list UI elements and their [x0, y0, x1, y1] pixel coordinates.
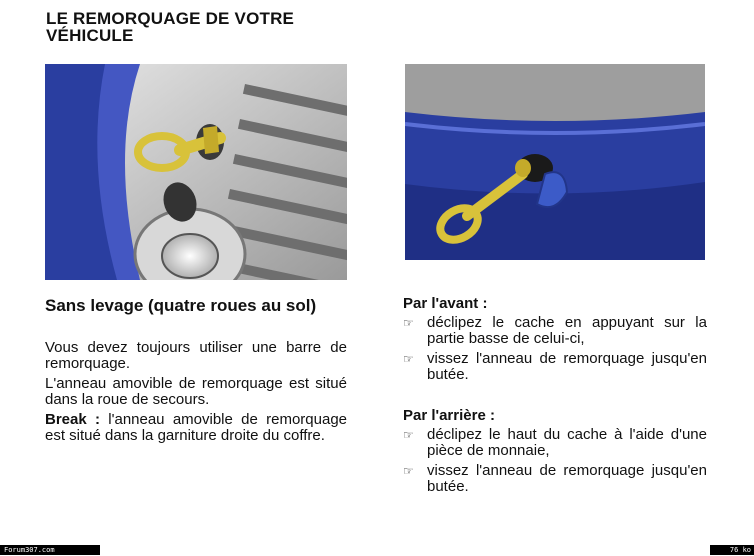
page-title-line1: LE REMORQUAGE DE VOTRE — [46, 9, 295, 28]
footer-size-label: 76 ko — [710, 545, 754, 555]
front-heading: Par l'avant : — [403, 295, 488, 312]
list-item-text: vissez l'anneau de remorquage jusqu'en butée. — [427, 462, 707, 495]
list-item — [403, 427, 707, 459]
pointing-hand-icon: ☞ — [403, 316, 414, 330]
rear-towing-eye-photo — [405, 64, 705, 260]
paragraph-ring-location: L'anneau amovible de remorquage est situé dans la roue de secours. — [45, 375, 347, 408]
list-item-text: déclipez le haut du cache à l'aide d'une pièce de monnaie, — [427, 426, 707, 459]
break-text: l'anneau amovible de remorquage est situé dans la garniture droite du coffre. — [45, 411, 347, 444]
list-item — [403, 463, 707, 495]
footer-site-label: Forum307.com — [0, 545, 100, 555]
pointing-hand-icon: ☞ — [403, 428, 414, 442]
rear-section — [403, 407, 707, 499]
page-title — [46, 10, 294, 44]
list-item — [403, 351, 707, 383]
front-towing-eye-photo — [45, 64, 347, 280]
break-label: Break : — [45, 411, 100, 428]
page-title-line2: VÉHICULE — [46, 26, 134, 45]
paragraph-towing-bar: Vous devez toujours utiliser une barre de remorquage. — [45, 339, 347, 372]
pointing-hand-icon: ☞ — [403, 352, 414, 366]
rear-heading: Par l'arrière : — [403, 407, 495, 424]
left-body-text — [45, 340, 347, 448]
section-heading-no-lift: Sans levage (quatre roues au sol) — [45, 296, 317, 315]
list-item-text: déclipez le cache en appuyant sur la partie basse de celui-ci, — [427, 314, 707, 347]
list-item-text: vissez l'anneau de remorquage jusqu'en butée. — [427, 350, 707, 383]
front-section — [403, 295, 707, 387]
pointing-hand-icon: ☞ — [403, 464, 414, 478]
list-item — [403, 315, 707, 347]
paragraph-break — [45, 412, 347, 444]
